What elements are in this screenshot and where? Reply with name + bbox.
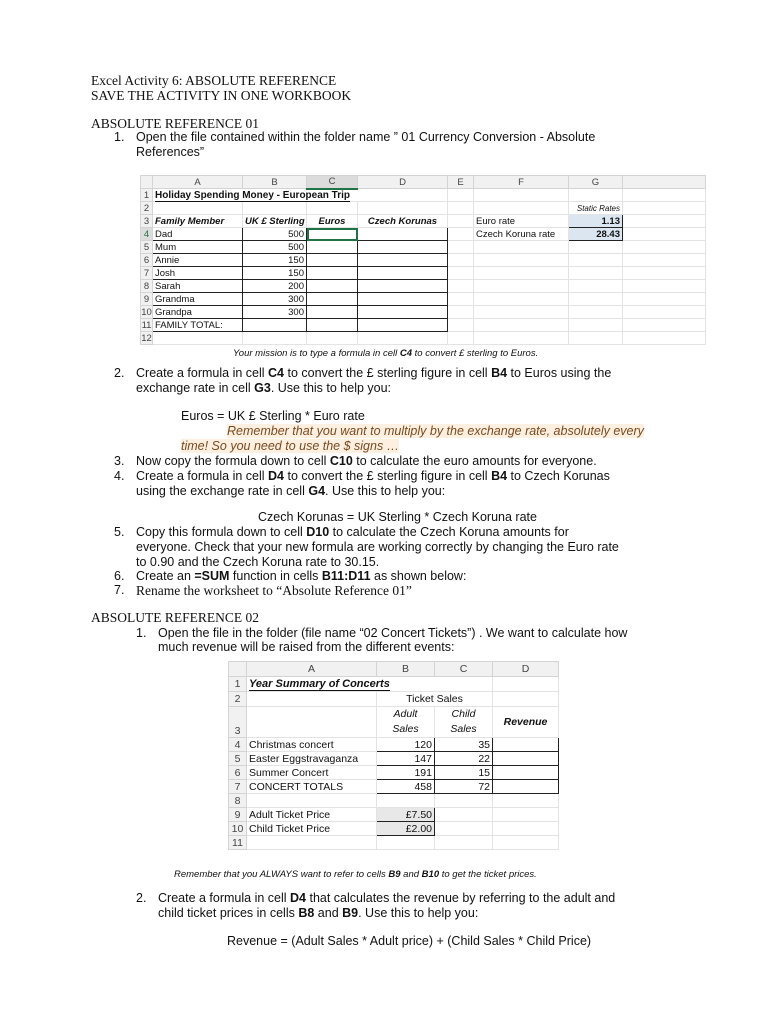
section1-step4-line2: using the exchange rate in cell G4. Use this to help you: <box>136 484 446 498</box>
member-cell[interactable]: Annie <box>153 254 243 267</box>
col-header: A <box>153 176 243 189</box>
section2-step1-line2: much revenue will be raised from the different events: <box>158 640 455 654</box>
step-number: 1. <box>114 130 125 144</box>
row-header: 8 <box>141 280 153 293</box>
member-cell[interactable]: Josh <box>153 267 243 280</box>
step-number: 2. <box>136 891 147 905</box>
child-price-cell[interactable]: £2.00 <box>377 822 435 836</box>
row-header: 5 <box>229 752 247 766</box>
czech-cell[interactable] <box>358 254 448 267</box>
revenue-header: Revenue <box>493 707 559 738</box>
child-sales-header: Child Sales <box>435 707 493 738</box>
section1-step1-line2: References” <box>136 145 205 159</box>
child-sales-cell[interactable]: 15 <box>435 766 493 780</box>
total-cell[interactable] <box>307 319 358 332</box>
row-header: 1 <box>141 189 153 202</box>
row-header: 3 <box>229 707 247 738</box>
row-header: 4 <box>229 738 247 752</box>
ticket-sales-header: Ticket Sales <box>377 692 493 707</box>
formula-euros: Euros = UK £ Sterling * Euro rate <box>181 409 365 423</box>
czech-cell[interactable] <box>358 228 448 241</box>
section1-step1-line1: Open the file contained within the folder name ” 01 Currency Conversion - Absolute <box>136 130 596 144</box>
document-title: Excel Activity 6: ABSOLUTE REFERENCE <box>91 73 337 88</box>
row-header: 10 <box>141 306 152 318</box>
sterling-cell[interactable]: 150 <box>243 254 307 267</box>
child-price-label: Child Ticket Price <box>247 822 377 836</box>
sterling-cell[interactable]: 500 <box>243 228 307 241</box>
header-uk-sterling: UK £ Sterling <box>243 215 307 228</box>
step-number: 6. <box>114 569 125 583</box>
event-name: Christmas concert <box>247 738 377 752</box>
row-header: 8 <box>229 794 247 808</box>
revenue-cell[interactable] <box>493 752 559 766</box>
member-cell[interactable]: Grandma <box>153 293 243 306</box>
row-header: 6 <box>229 766 247 780</box>
col-header: B <box>377 662 435 677</box>
step-number: 4. <box>114 469 125 483</box>
document-subtitle: SAVE THE ACTIVITY IN ONE WORKBOOK <box>91 88 352 103</box>
section1-step2-line2: exchange rate in cell G3. Use this to help you: <box>136 381 392 395</box>
czech-cell[interactable] <box>358 241 448 254</box>
section1-step4-line1: Create a formula in cell D4 to convert the £ sterling figure in cell B4 to Czech Korunas <box>136 469 610 483</box>
row-header: 2 <box>229 692 247 707</box>
col-header: D <box>493 662 559 677</box>
czech-cell[interactable] <box>358 293 448 306</box>
row-header: 7 <box>141 267 153 280</box>
total-cell[interactable] <box>243 319 307 332</box>
member-cell[interactable]: Dad <box>153 228 243 241</box>
sterling-cell[interactable]: 200 <box>243 280 307 293</box>
remember-note-line2: time! So you need to use the $ signs … <box>181 439 400 453</box>
row-header: 10 <box>229 822 247 836</box>
euro-cell[interactable] <box>307 254 358 267</box>
section2-step1-line1: Open the file in the folder (file name “02 Concert Tickets”) . We want to calculate how <box>158 626 628 640</box>
total-cell[interactable] <box>358 319 448 332</box>
active-cell-c4[interactable] <box>307 228 358 241</box>
row-header: 1 <box>229 677 247 692</box>
child-sales-cell[interactable]: 22 <box>435 752 493 766</box>
adult-price-label: Adult Ticket Price <box>247 808 377 822</box>
section1-step7: Rename the worksheet to “Absolute Reference 01” <box>136 583 412 598</box>
section1-step5-line3: to 0.90 and the Czech Koruna rate to 30.15. <box>136 555 380 569</box>
col-header: C <box>435 662 493 677</box>
col-header: D <box>358 176 448 189</box>
section2-step2-line1: Create a formula in cell D4 that calculates the revenue by referring to the adult and <box>158 891 616 905</box>
step-number: 5. <box>114 525 125 539</box>
sterling-cell[interactable]: 300 <box>243 306 307 319</box>
adult-sales-cell[interactable]: 147 <box>377 752 435 766</box>
child-sales-cell[interactable]: 35 <box>435 738 493 752</box>
member-cell[interactable]: Mum <box>153 241 243 254</box>
row-header: 5 <box>141 241 153 254</box>
row-header: 9 <box>141 293 153 306</box>
adult-sales-cell[interactable]: 191 <box>377 766 435 780</box>
col-header: F <box>474 176 569 189</box>
revenue-cell[interactable] <box>493 738 559 752</box>
concert-sheet-title: Year Summary of Concerts <box>247 677 493 692</box>
sheet-corner <box>229 662 247 677</box>
static-rates-label: Static Rates <box>569 202 623 215</box>
section1-step5-line1: Copy this formula down to cell D10 to calculate the Czech Koruna amounts for <box>136 525 569 539</box>
col-header: A <box>247 662 377 677</box>
header-euros: Euros <box>307 215 358 228</box>
sheet-title: Holiday Spending Money - European Trip <box>153 189 448 202</box>
row-header: 6 <box>141 254 153 267</box>
row-header: 7 <box>229 780 247 794</box>
czech-cell[interactable] <box>358 267 448 280</box>
header-czech-korunas: Czech Korunas <box>358 215 448 228</box>
euro-rate-cell[interactable]: 1.13 <box>569 215 623 228</box>
step-number: 3. <box>114 454 125 468</box>
row-header: 2 <box>141 202 153 215</box>
member-cell[interactable]: Grandpa <box>153 306 243 319</box>
section2-heading: ABSOLUTE REFERENCE 02 <box>91 610 260 625</box>
sheet1-caption: Your mission is to type a formula in cell C4 to convert £ sterling to Euros. <box>233 348 539 359</box>
czech-cell[interactable] <box>358 306 448 319</box>
col-header: B <box>243 176 307 189</box>
euro-cell[interactable] <box>307 280 358 293</box>
adult-total-cell[interactable]: 458 <box>377 780 435 794</box>
family-total-label: FAMILY TOTAL: <box>153 319 243 332</box>
euro-cell[interactable] <box>307 293 358 306</box>
event-name: Easter Eggstravaganza <box>247 752 377 766</box>
section1-heading: ABSOLUTE REFERENCE 01 <box>91 116 260 131</box>
header-family-member: Family Member <box>153 215 243 228</box>
row-header: 12 <box>141 332 152 344</box>
sterling-cell[interactable]: 150 <box>243 267 307 280</box>
formula-revenue: Revenue = (Adult Sales * Adult price) + (Child Sales * Child Price) <box>227 934 592 948</box>
row-header: 11 <box>141 319 152 331</box>
revenue-total-cell[interactable] <box>493 780 559 794</box>
sterling-cell[interactable]: 500 <box>243 241 307 254</box>
formula-czech: Czech Korunas = UK Sterling * Czech Koruna rate <box>258 510 537 524</box>
revenue-cell[interactable] <box>493 766 559 780</box>
section2-step2-line2: child ticket prices in cells B8 and B9. Use this to help you: <box>158 906 479 920</box>
row-header: 9 <box>229 808 247 822</box>
section1-step2-line1: Create a formula in cell C4 to convert the £ sterling figure in cell B4 to Euros using the <box>136 366 612 380</box>
section1-step5-line2: everyone. Check that your new formula are working correctly by changing the Euro rate <box>136 540 619 554</box>
spreadsheet-concerts <box>228 661 558 850</box>
czech-rate-label: Czech Koruna rate <box>474 228 569 241</box>
row-header: 11 <box>229 836 247 850</box>
spreadsheet-holiday-spending <box>140 175 654 344</box>
euro-rate-label: Euro rate <box>474 215 569 228</box>
col-header <box>623 176 706 189</box>
euro-cell[interactable] <box>307 267 358 280</box>
adult-sales-cell[interactable]: 120 <box>377 738 435 752</box>
event-totals-label: CONCERT TOTALS <box>247 780 377 794</box>
remember-note-line1: Remember that you want to multiply by the exchange rate, absolutely every <box>227 424 644 438</box>
row-header: 3 <box>141 215 153 228</box>
sheet-corner <box>141 176 153 189</box>
euro-cell[interactable] <box>307 306 358 319</box>
step-number: 2. <box>114 366 125 380</box>
sheet2-caption: Remember that you ALWAYS want to refer to cells B9 and B10 to get the ticket prices. <box>174 869 537 880</box>
step-number: 7. <box>114 583 125 597</box>
adult-price-cell[interactable]: £7.50 <box>377 808 435 822</box>
col-header-selected: C <box>307 176 358 189</box>
czech-rate-cell[interactable]: 28.43 <box>569 228 623 241</box>
event-name: Summer Concert <box>247 766 377 780</box>
member-cell[interactable]: Sarah <box>153 280 243 293</box>
col-header: G <box>569 176 623 189</box>
section1-step6: Create an =SUM function in cells B11:D11 as shown below: <box>136 569 467 583</box>
euro-cell[interactable] <box>307 241 358 254</box>
row-header-selected: 4 <box>141 228 153 241</box>
sterling-cell[interactable]: 300 <box>243 293 307 306</box>
adult-sales-header: Adult Sales <box>377 707 435 738</box>
step-number: 1. <box>136 626 147 640</box>
czech-cell[interactable] <box>358 280 448 293</box>
section1-step3: Now copy the formula down to cell C10 to calculate the euro amounts for everyone. <box>136 454 597 468</box>
col-header: E <box>448 176 474 189</box>
child-total-cell[interactable]: 72 <box>435 780 493 794</box>
